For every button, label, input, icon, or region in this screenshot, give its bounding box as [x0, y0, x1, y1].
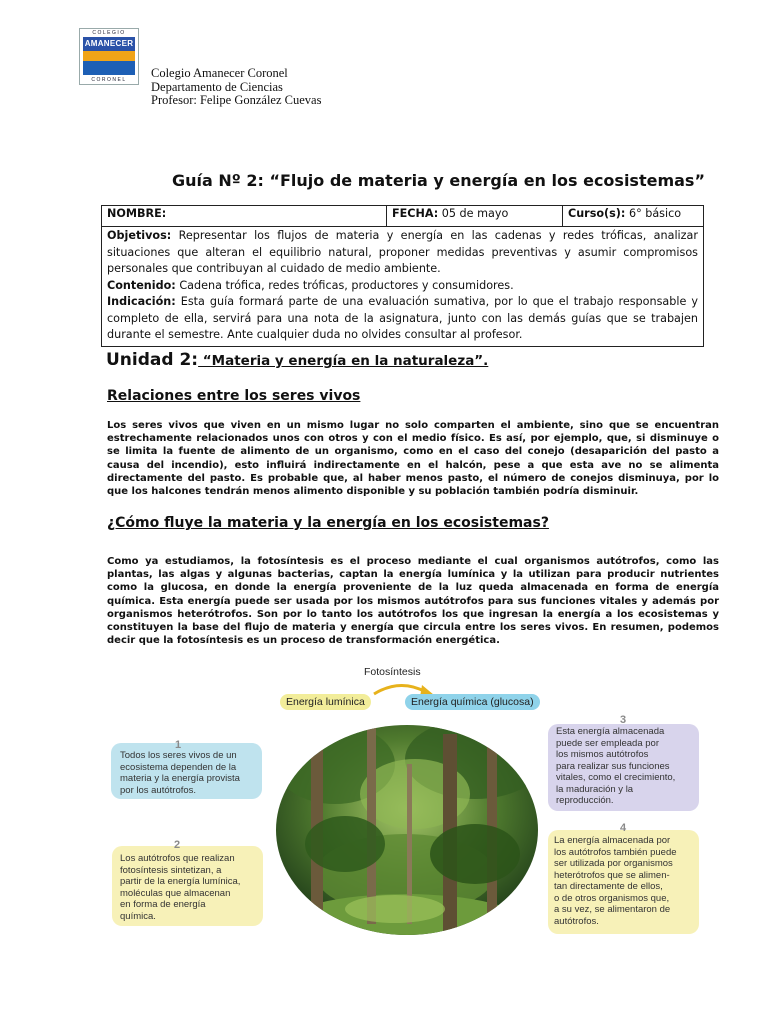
box-line: a su vez, se alimentaron de: [554, 904, 671, 915]
info-table: [101, 205, 704, 347]
box-number: 4: [620, 822, 627, 834]
objectives: [107, 228, 698, 278]
logo-bottom-text: CORONEL: [91, 77, 127, 83]
forest-image: [275, 724, 539, 936]
box-line: materia y la energía provista: [120, 773, 240, 784]
chemical-energy-pill: Energía química (glucosa): [405, 694, 540, 710]
section-title-flow: ¿Cómo fluye la materia y la energía en los ecosistemas?: [107, 515, 549, 531]
info-box-4: [548, 822, 699, 934]
box-line: moléculas que almacenan: [120, 887, 231, 899]
school-name: Colegio Amanecer Coronel: [151, 66, 288, 80]
content-label: Contenido:: [107, 278, 176, 292]
course-cell: [563, 206, 704, 227]
box-line: los autótrofos también puede: [554, 846, 677, 858]
guide-title: Guía Nº 2: “Flujo de materia y energía en los ecosistemas”: [172, 171, 705, 190]
box-line: ecosistema dependen de la: [120, 761, 237, 773]
box-line: vitales, como el crecimiento,: [556, 772, 676, 783]
box-line: en forma de energía: [120, 899, 206, 910]
box-number: 3: [620, 714, 627, 726]
section-paragraph-flow: Como ya estudiamos, la fotosíntesis es el proceso mediante el cual organismos autótrofos, como las plantas, las algas y algunas bacterias, captan la energía lumínica y la utilizan para producir nutrientes como la glucosa, en donde la energía proveniente de la luz queda almacenada en forma de energía química. Esta energía puede ser usada por los mismos autótrofos para sus funciones vitales y además por organismos heterótrofos. Son por lo tanto los autótrofos los que ingresan la energía a los ecosistemas y constituyen la base del flujo de materia y energía que circula entre los seres vivos. En resumen, podemos decir que la fotosíntesis es un proceso de transformación energética.: [107, 556, 719, 647]
box-line: autótrofos.: [554, 915, 599, 927]
name-cell[interactable]: [102, 206, 387, 227]
info-box-2: [112, 839, 263, 926]
box-line: o de otros organismos que,: [554, 892, 670, 904]
objectives-label: Objetivos:: [107, 229, 172, 242]
content: [107, 278, 698, 295]
indication-label: Indicación:: [107, 295, 176, 308]
name-label: NOMBRE:: [107, 207, 167, 220]
date-value: 05 de mayo: [438, 207, 509, 220]
box-line: fotosíntesis sintetizan, a: [120, 864, 222, 876]
logo-top-text: COLEGIO: [92, 30, 126, 36]
figure-title: Fotosíntesis: [364, 666, 421, 678]
box-line: ser utilizada por organismos: [554, 858, 673, 869]
box-line: por los autótrofos.: [120, 784, 197, 796]
box-line: heterótrofos que se alimen-: [554, 869, 670, 881]
department-name: Departamento de Ciencias: [151, 79, 283, 94]
unit-prefix: Unidad 2:: [106, 350, 199, 370]
light-energy-pill: Energía lumínica: [280, 694, 371, 710]
box-line: puede ser empleada por: [556, 737, 659, 749]
indication: [107, 294, 698, 344]
box-text: [556, 726, 675, 807]
box-line: la maduración y la: [556, 783, 634, 795]
box-line: Los autótrofos que realizan: [120, 853, 235, 864]
course-value: 6° básico: [625, 207, 682, 220]
date-label: FECHA:: [392, 207, 439, 220]
logo-band-bottom: [83, 61, 135, 75]
box-text: [120, 853, 240, 922]
instructions-cell: [102, 227, 704, 347]
logo-band-middle: [83, 51, 135, 61]
box-number: 2: [174, 839, 181, 851]
box-line: Esta energía almacenada: [556, 726, 665, 737]
school-logo: [79, 28, 139, 85]
box-text: [120, 750, 240, 796]
box-line: para realizar sus funciones: [556, 760, 670, 772]
box-line: química.: [120, 910, 156, 922]
logo-middle-text: AMANECER: [84, 39, 134, 48]
course-label: Curso(s):: [568, 207, 626, 220]
box-number: 1: [175, 739, 182, 751]
box-text: [554, 835, 677, 927]
teacher-name: Profesor: Felipe González Cuevas: [151, 93, 322, 107]
section-paragraph-relations: Los seres vivos que viven en un mismo lugar no solo comparten el ambiente, sino que se encuentran estrechamente relacionados unos con otros y con el medio físico. Es así, por ejemplo, que, si disminuye o se limita la fuente de alimento de un organismo, como en el caso del conejo (desaparición del pasto a causa del incendio), esto influirá indirectamente en el halcón, pese a que esta ave no se alimenta directamente del pasto. Es probable que, al haber menos pasto, el número de conejos disminuya, por lo que los halcones tendrán menos alimento disponible y su población también podría disminuir.: [107, 420, 719, 498]
unit-title: [106, 350, 488, 370]
section-title-relations: Relaciones entre los seres vivos: [107, 388, 361, 404]
indication-text: Esta guía formará parte de una evaluación sumativa, por lo que el trabajo responsable y completo de ella, servirá para una nota de la asignatura, junto con las demás guías que se trabajen durante el semestre. Ante cualquier duda no olvides consultar al profesor.: [107, 295, 698, 341]
unit-name: “Materia y energía en la naturaleza”.: [198, 353, 489, 369]
objectives-text: Representar los flujos de materia y energía en las cadenas y redes tróficas, analizar situaciones que alteran el equilibrio natural, proponer medidas preventivas y asumir compromisos personales que contribuyan al cuidado de medio ambiente.: [107, 229, 698, 275]
box-line: tan directamente de ellos,: [554, 881, 663, 892]
school-header: [151, 67, 321, 108]
box-line: partir de la energía lumínica,: [120, 876, 241, 887]
content-text: Cadena trófica, redes tróficas, productores y consumidores.: [175, 278, 514, 292]
box-line: La energía almacenada por: [554, 835, 671, 846]
info-box-1: [111, 739, 262, 799]
info-box-3: [548, 714, 699, 811]
box-line: reproducción.: [556, 795, 614, 806]
date-cell: [387, 206, 563, 227]
box-line: los mismos autótrofos: [556, 749, 649, 760]
box-line: Todos los seres vivos de un: [120, 750, 237, 761]
